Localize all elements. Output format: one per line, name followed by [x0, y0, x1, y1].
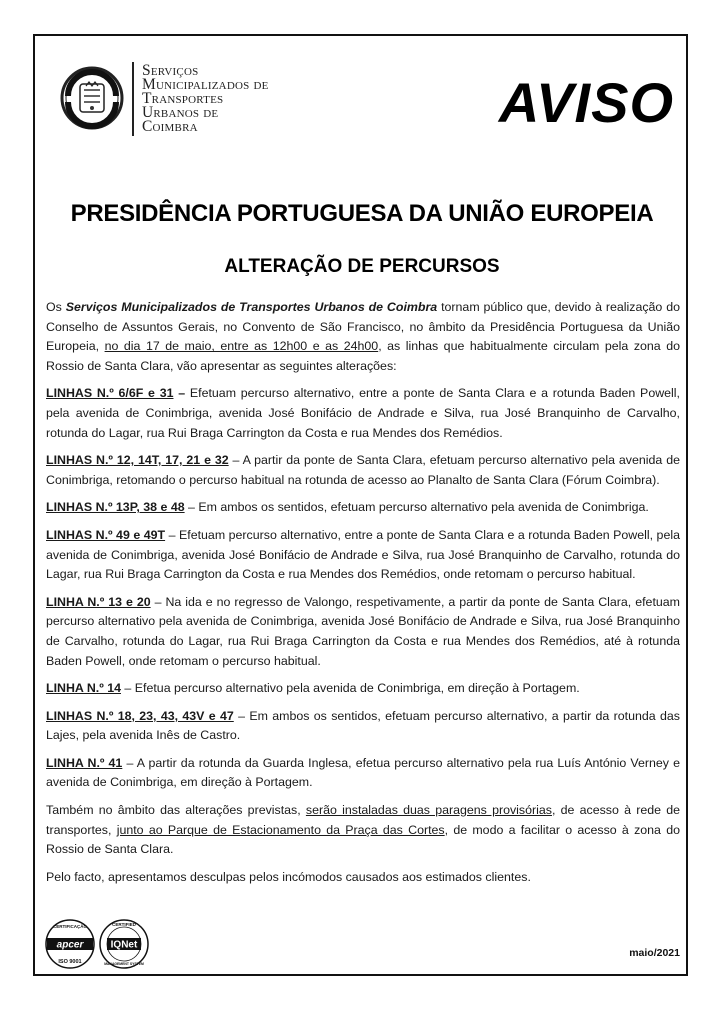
route-text: Efetua percurso alternativo pela avenida de Conimbriga, em direção à Portagem.: [134, 681, 580, 696]
route-label: LINHAS N.º 49 e 49T: [46, 527, 166, 542]
route-label: LINHAS N.º 6/6F e 31: [46, 386, 174, 401]
route-label: LINHAS N.º 13P, 38 e 48: [46, 500, 185, 515]
certification-logos: [44, 914, 154, 974]
route-separator: –: [150, 594, 166, 609]
route-paragraph: [46, 707, 680, 746]
iqnet-top-text: CERTIFIED: [112, 922, 136, 927]
route-separator: –: [184, 500, 199, 515]
stops-text: Também no âmbito das alterações previstas,: [46, 803, 306, 818]
route-paragraph: [46, 593, 680, 671]
org-line: Urbanos de: [142, 104, 219, 121]
org-line: Serviços: [142, 62, 199, 79]
stops-paragraph: [46, 801, 680, 860]
apcer-top-text: CERTIFICAÇÃO: [53, 924, 87, 929]
intro-paragraph: [46, 298, 680, 376]
aviso-heading: AVISO: [498, 71, 674, 134]
route-paragraph: [46, 526, 680, 585]
route-label: LINHA N.º 41: [46, 755, 123, 770]
iqnet-name: IQNet: [110, 939, 138, 951]
route-separator: –: [233, 708, 250, 723]
apcer-certification-icon: [46, 920, 94, 968]
org-name-block: [142, 64, 269, 134]
apcer-name: apcer: [56, 939, 84, 951]
intro-text: tornam público que, devido à realização do Conselho de Assuntos Gerais, no Convento de São Francisco, no âmbito da Presidência Portuguesa da União Europeia,: [46, 300, 680, 354]
header: [60, 58, 680, 148]
route-text: Em ambos os sentidos, efetuam percurso alternativo, a partir da rotunda das Lajes, pela avenida Inês de Castro.: [46, 708, 680, 743]
route-label: LINHA N.º 13 e 20: [46, 594, 151, 609]
intro-text: , as linhas que habitualmente circulam pela zona do Rossio de Santa Clara, vão apresentar as seguintes alterações:: [46, 339, 681, 373]
document-date: maio/2021: [629, 947, 680, 959]
apcer-iso-text: ISO 9001: [58, 959, 82, 965]
route-paragraph: [46, 451, 680, 490]
route-separator: –: [122, 755, 137, 770]
notice-body: [46, 298, 680, 895]
stops-text: , de acesso à rede de transportes,: [46, 803, 680, 837]
logo-divider: [132, 62, 134, 136]
iqnet-certification-icon: [100, 920, 148, 968]
route-text: A partir da rotunda da Guarda Inglesa, efetua percurso alternativo pela rua Luís António Verney e avenida de Conimbriga, em direção à Portagem.: [46, 755, 680, 790]
route-paragraph: [46, 754, 680, 793]
date-range: no dia 17 de maio, entre as 12h00 e as 24h00: [104, 339, 379, 354]
route-text: Efetuam percurso alternativo, entre a ponte de Santa Clara e a rotunda Baden Powell, pela avenida de Conimbriga, avenida José Bonifácio de Andrade e Silva, rua José Branquinho de Carvalho, rotunda do Lagar, rua Rui Braga Carrington da Costa e rua Mendes dos Remédios.: [46, 386, 680, 440]
route-text: Na ida e no regresso de Valongo, respetivamente, a partir da ponte de Santa Clara, efetuam percurso alternativo pela avenida de Conimbriga, avenida José Bonifácio de Andrade e Silva, rua José Branquinho de Carvalho, rotunda do Lagar, rua Rui Braga Carrington da Costa e rua Mendes dos Remédios, até à rotunda Baden Powell, onde retomam o percurso habitual.: [46, 594, 680, 668]
route-text: Em ambos os sentidos, efetuam percurso alternativo pela avenida de Conimbriga.: [198, 500, 649, 515]
iqnet-bottom-text: MANAGEMENT SYSTEM: [104, 962, 144, 966]
org-line: Municipalizados de: [142, 76, 269, 93]
closing-paragraph: Pelo facto, apresentamos desculpas pelos incómodos causados aos estimados clientes.: [46, 869, 531, 884]
stops-location: junto ao Parque de Estacionamento da Praça das Cortes: [116, 822, 445, 837]
route-separator: –: [173, 386, 190, 401]
intro-text: Os: [46, 300, 66, 314]
route-label: LINHAS N.º 18, 23, 43, 43V e 47: [46, 708, 234, 723]
smtuc-logo-emblem-icon: [60, 66, 124, 130]
org-full-name: Serviços Municipalizados de Transportes Urbanos de Coimbra: [65, 300, 438, 314]
route-label: LINHA N.º 14: [46, 681, 121, 696]
route-separator: –: [120, 681, 135, 696]
route-separator: –: [165, 527, 179, 542]
page-title: PRESIDÊNCIA PORTUGUESA DA UNIÃO EUROPEIA: [70, 200, 654, 227]
route-label: LINHAS N.º 12, 14T, 17, 21 e 32: [46, 453, 229, 468]
page-subtitle: ALTERAÇÃO DE PERCURSOS: [224, 256, 500, 277]
route-paragraph: [46, 679, 680, 699]
org-line: Transportes: [142, 90, 224, 107]
route-text: Efetuam percurso alternativo, entre a ponte de Santa Clara e a rotunda Baden Powell, pela avenida de Conimbriga, avenida José Bonifácio de Andrade e Silva, rua José Branquinho de Carvalho, rotunda do Lagar, rua Rui Braga Carrington da Costa e rua Mendes dos Remédios, onde retomam o percurso habitual.: [46, 527, 680, 582]
stops-text: , de modo a facilitar o acesso à zona do Rossio de Santa Clara.: [46, 822, 680, 857]
stops-highlight: serão instaladas duas paragens provisórias: [305, 803, 552, 818]
org-line: Coimbra: [142, 118, 198, 135]
route-text: A partir da ponte de Santa Clara, efetuam percurso alternativo pela avenida de Conimbriga, retomando o percurso habitual na rotunda de acesso ao Planalto de Santa Clara (Fórum Coimbra).: [46, 453, 680, 487]
route-paragraph: [46, 384, 680, 443]
route-paragraph: [46, 498, 680, 518]
route-separator: –: [228, 453, 243, 468]
